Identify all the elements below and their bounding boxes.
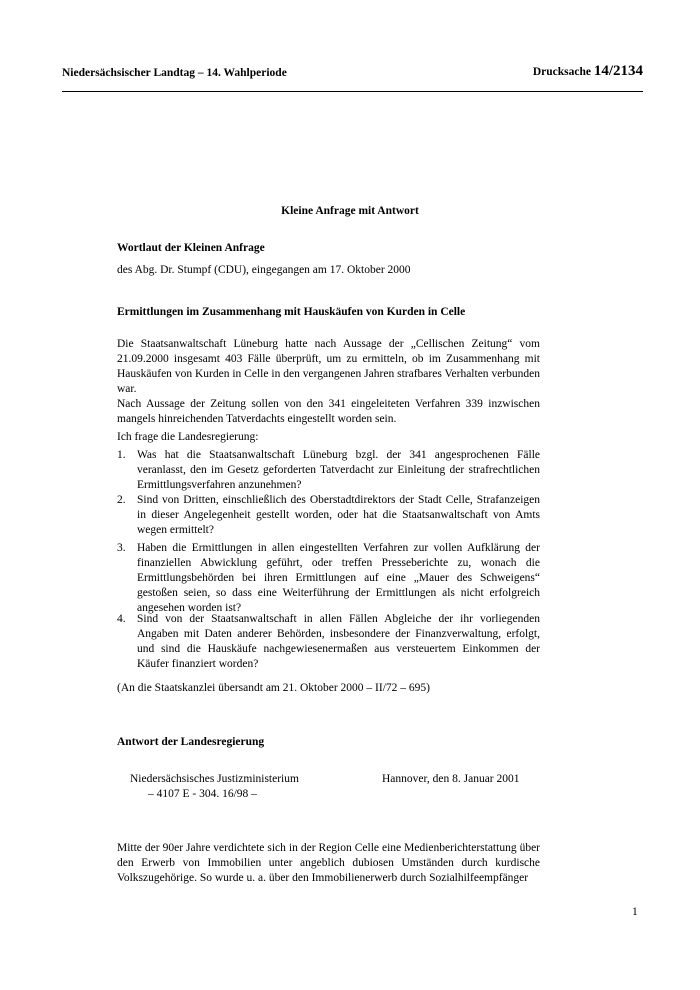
inquiry-paragraph-1 [117,337,540,397]
question-text: Sind von der Staatsanwaltschaft in allen Fällen Abgleiche der ihr vorliegenden Angaben mit Daten anderer Behörden, insbesondere der Finanzverwaltung, erfolgt, und sind die Hauskäufe nachgewiesenermaßen aus versteuertem Einkommen der Käufer finanziert worden? [137,613,540,670]
question-number: 4. [117,613,126,625]
inquiry-subject: Ermittlungen im Zusammenhang mit Hauskäufen von Kurden in Celle [117,306,466,318]
author-line: des Abg. Dr. Stumpf (CDU), eingegangen am 17. Oktober 2000 [117,264,411,276]
question-item [117,612,540,672]
document-label: Drucksache [532,66,594,78]
ministry-name: Niedersächsisches Justizministerium [130,773,299,785]
page-title: Kleine Anfrage mit Antwort [281,205,419,217]
question-number: 2. [117,494,126,506]
header-divider [62,91,643,92]
document-number: 14/2134 [593,63,643,79]
page-number: 1 [632,906,638,918]
question-number: 1. [117,449,126,461]
paragraph-text: Ich frage die Landesregierung: [117,431,259,443]
inquiry-heading: Wortlaut der Kleinen Anfrage [117,242,265,254]
answer-text: Mitte der 90er Jahre verdichtete sich in der Region Celle eine Medienberichterstattung über den Erwerb von Immobilien unter angeblich dubiosen Umständen durch kurdische Volkszugehörige. So wurde u. a. über den Immobilienerwerb durch Sozialhilfeempfänger [117,842,540,884]
inquiry-paragraph-3 [117,430,540,445]
place-date: Hannover, den 8. Januar 2001 [382,773,520,785]
paragraph-text: Die Staatsanwaltschaft Lüneburg hatte nach Aussage der „Cellischen Zeitung“ vom 21.09.2000 insgesamt 403 Fälle überprüft, um zu ermitteln, ob im Zusammenhang mit Hauskäufen von Kurden in Celle in den vergangenen Jahren strafbares Verhalten verbunden war. [117,338,540,395]
ministry-block [130,772,310,802]
question-number: 3. [117,542,126,554]
parliament-title: Niedersächsischer Landtag – 14. Wahlperiode [62,67,287,79]
question-text: Haben die Ermittlungen in allen eingestellten Verfahren zur vollen Aufklärung der finanziellen Abwicklung geführt, oder treffen Presseberichte zu, wonach die Ermittlungsbehörden bei ihren Ermittlungen auf eine „Mauer des Schweigens“ gestoßen seien, so dass eine Weiterführung der Ermittlungen als nicht erfolgreich angesehen worden ist? [137,542,540,614]
answer-body [117,841,540,886]
question-item [117,493,540,538]
question-text: Sind von Dritten, einschließlich des Oberstadtdirektors der Stadt Celle, Strafanzeigen in dieser Angelegenheit gestellt worden, oder hat die Staatsanwaltschaft von Amts wegen ermittelt? [137,494,540,536]
forwarded-note: (An die Staatskanzlei übersandt am 21. Oktober 2000 – II/72 – 695) [117,682,430,694]
question-text: Was hat die Staatsanwaltschaft Lüneburg bzgl. der 341 angesprochenen Fälle veranlasst, den im Gesetz geforderten Tatverdacht zur Einleitung der strafrechtlichen Ermittlungsverfahren anzunehmen? [137,449,540,491]
answer-heading: Antwort der Landesregierung [117,736,265,748]
question-item [117,448,540,493]
inquiry-paragraph-2 [117,397,540,427]
paragraph-text: Nach Aussage der Zeitung sollen von den 341 eingeleiteten Verfahren 339 inzwischen mangels hinreichenden Tatverdachts eingestellt worden sein. [117,398,540,425]
page-header [62,64,643,84]
ministry-reference: – 4107 E - 304. 16/98 – [148,788,257,800]
question-item [117,541,540,616]
document-id [533,64,643,80]
